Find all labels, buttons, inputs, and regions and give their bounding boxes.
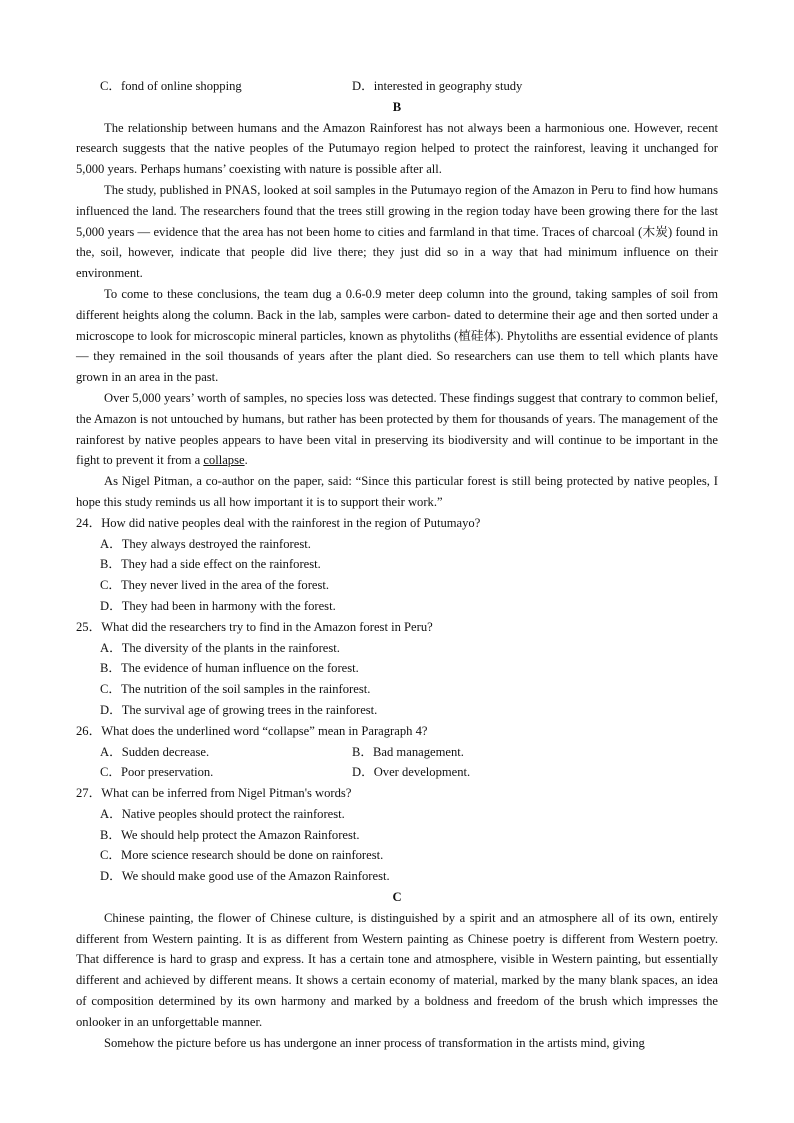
question-27 [76, 783, 718, 887]
question-27-option-c[interactable]: C．More science research should be done on rainforest. [100, 848, 384, 863]
exam-page [76, 76, 718, 1053]
section-b-heading: B [392, 99, 402, 114]
question-27-option-d[interactable]: D．We should make good use of the Amazon Rainforest. [100, 869, 390, 884]
question-25-option-b[interactable]: B．The evidence of human influence on the forest. [100, 661, 359, 676]
option-c[interactable]: C．fond of online shopping [100, 79, 242, 93]
question-25-option-a[interactable]: A．The diversity of the plants in the rainforest. [100, 640, 340, 655]
paragraph-4-text: Over 5,000 years’ worth of samples, no species loss was detected. These findings suggest that contrary to common belief, the Amazon is not untouched by humans, but rather has been protected by them for thousands of years. The management of the rainforest by native peoples appears to have been vital in preserving its biodiversity and will continue to be important in the fight to prevent it from a [76, 390, 718, 468]
question-25 [76, 617, 718, 721]
question-26-option-d[interactable]: D．Over development. [352, 765, 471, 780]
question-25-option-d[interactable]: D．The survival age of growing trees in the rainforest. [100, 702, 378, 717]
option-d[interactable]: D．interested in geography study [352, 79, 523, 93]
question-24-option-d[interactable]: D．They had been in harmony with the forest. [100, 598, 336, 613]
passage-b-paragraph-4 [76, 388, 718, 471]
passage-b-paragraph-3: To come to these conclusions, the team dug a 0.6-0.9 meter deep column into the ground, taking samples of soil from different heights along the column. Back in the lab, samples were carbon- dated to determine their age and then sorted under a microscope to look for microscopic mineral particles, known as phytoliths (植硅体). Phytoliths are essential evidence of plants — they remained in the soil thousands of years after the plant died. So researchers can use them to tell which plants have grown in an area in the past. [76, 286, 718, 385]
question-25-stem: 25．What did the researchers try to find in the Amazon forest in Peru? [76, 619, 433, 634]
passage-b-paragraph-1: The relationship between humans and the Amazon Rainforest has not always been a harmonious one. However, recent research suggests that the native peoples of the Putumayo region helped to protect the rainforest, leaving it unchanged for 5,000 years. Perhaps humans’ coexisting with nature is possible after all. [76, 120, 718, 177]
question-24-option-b[interactable]: B．They had a side effect on the rainforest. [100, 557, 321, 572]
passage-c-paragraph-1: Chinese painting, the flower of Chinese culture, is distinguished by a spirit and an atmosphere all of its own, entirely different from Western painting. It is as different from Western painting as Chinese poetry is different from Western poetry. That difference is hard to grasp and express. It has a certain tone and atmosphere, visible in Western painting, but essentially different and achieved by different means. It shows a certain economy of material, marked by the many blank spaces, an idea of composition determined by its own harmony and marked by a boldness and freedom of the brush which impresses the onlooker in an unforgettable manner. [76, 910, 718, 1029]
question-26-option-a[interactable]: A．Sudden decrease. [100, 744, 210, 759]
passage-b-paragraph-2: The study, published in PNAS, looked at soil samples in the Putumayo region of the Amazon in Peru to find how humans influenced the land. The researchers found that the trees still growing in the region today have been growing there for the last 5,000 years — evidence that the area has not been home to cities and farmland in that time. Traces of charcoal (木炭) found in the, soil, however, indicate that people did live there; they just did so in a way that had minimum influence on their environment. [76, 182, 718, 281]
question-24-stem: 24．How did native peoples deal with the rainforest in the region of Putumayo? [76, 515, 481, 530]
question-26-stem: 26．What does the underlined word “collapse” mean in Paragraph 4? [76, 723, 428, 738]
paragraph-4-end: . [244, 453, 248, 468]
question-24-option-c[interactable]: C．They never lived in the area of the forest. [100, 578, 330, 593]
previous-question-options [76, 76, 718, 97]
section-c-heading: C [392, 890, 402, 905]
question-26-option-c[interactable]: C．Poor preservation. [100, 765, 214, 780]
question-26-option-b[interactable]: B．Bad management. [352, 744, 464, 759]
question-27-option-b[interactable]: B．We should help protect the Amazon Rainforest. [100, 827, 360, 842]
question-26-options-row-1 [76, 742, 718, 763]
underlined-word-collapse: collapse [203, 453, 245, 468]
passage-c-paragraph-2: Somehow the picture before us has undergone an inner process of transformation in the artists mind, giving [104, 1035, 645, 1050]
question-25-option-c[interactable]: C．The nutrition of the soil samples in the rainforest. [100, 682, 371, 697]
question-26 [76, 721, 718, 783]
question-26-options-row-2 [76, 762, 718, 783]
question-24-option-a[interactable]: A．They always destroyed the rainforest. [100, 536, 311, 551]
question-27-stem: 27．What can be inferred from Nigel Pitman's words? [76, 786, 352, 801]
passage-b-paragraph-5: As Nigel Pitman, a co-author on the paper, said: “Since this particular forest is still being protected by native peoples, I hope this study reminds us all how important it is to support their work.” [76, 474, 718, 509]
question-24 [76, 513, 718, 617]
question-27-option-a[interactable]: A．Native peoples should protect the rainforest. [100, 806, 345, 821]
